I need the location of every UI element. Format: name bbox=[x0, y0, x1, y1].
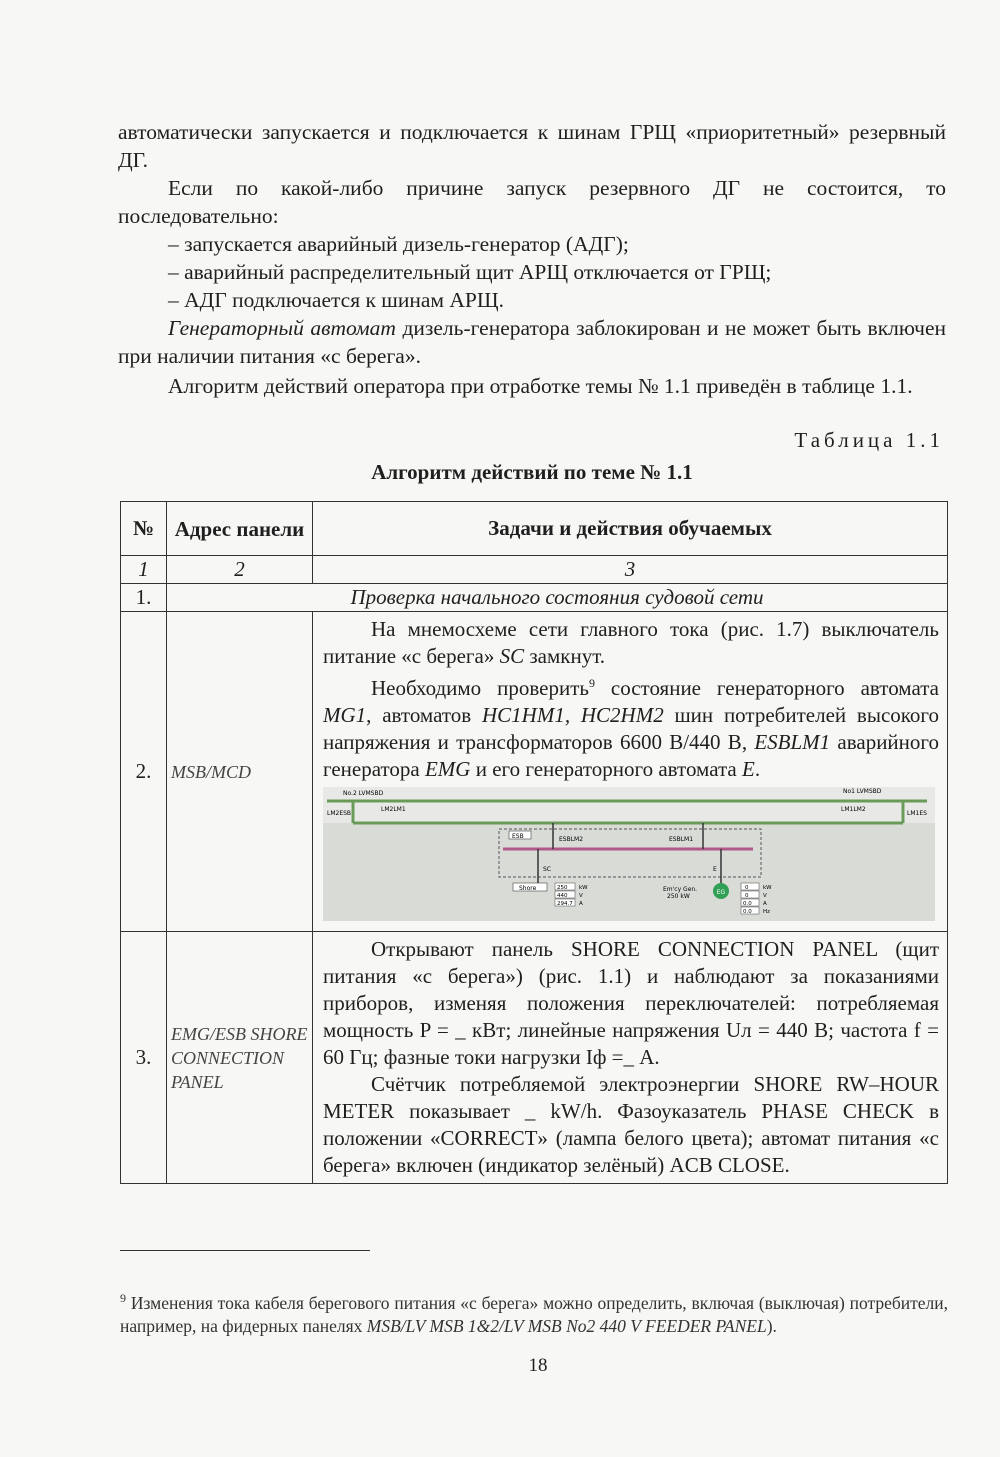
term-generator-breaker: Генераторный автомат bbox=[168, 316, 396, 340]
paragraph-2: Если по какой-либо причине запуск резервного ДГ не состоится, то последовательно: bbox=[118, 176, 946, 228]
meter-box bbox=[741, 883, 759, 890]
column-number-row bbox=[121, 556, 948, 584]
mimic-diagram bbox=[323, 787, 935, 921]
text: Необходимо проверить bbox=[371, 676, 589, 700]
meter-value: 0 bbox=[745, 893, 749, 899]
text: , автоматов bbox=[366, 703, 482, 727]
page-number: 18 bbox=[528, 1355, 548, 1376]
meter-unit: A bbox=[763, 901, 767, 907]
label-no2: No.2 LVMSBD bbox=[343, 790, 384, 797]
footnote-text: Изменения тока кабеля берегового питания «с берега» можно определить, включая (выключая) потребители, например, на фидерных панелях bbox=[120, 1292, 948, 1336]
task-paragraph bbox=[323, 670, 939, 783]
meter-value: 0.0 bbox=[743, 901, 752, 907]
term: HC1HM1, HC2HM2 bbox=[481, 703, 664, 727]
label-emcy-kw: 250 kW bbox=[667, 893, 690, 900]
row-tasks bbox=[313, 612, 948, 932]
text: замкнут. bbox=[524, 644, 606, 668]
task-paragraph: Счётчик потребляемой электроэнергии SHORE RW–HOUR METER показывает _ kW/h. Фазоуказатель PHASE CHECK в положении «CORRECT» (лампа белого цвета); автомат питания «с берега» включен (индикатор зелёный) ACB CLOSE. bbox=[323, 1072, 939, 1177]
label-lm2esb: LM2ESB bbox=[327, 810, 352, 817]
label-emcy: Em'cy Gen. bbox=[663, 886, 698, 893]
table-row bbox=[121, 612, 948, 932]
meter-value: 440 bbox=[557, 893, 568, 899]
meter-unit: A bbox=[579, 901, 583, 907]
meter-box bbox=[741, 891, 759, 898]
meter-unit: Hz bbox=[763, 909, 771, 915]
text: На мнемосхеме сети главного тока (рис. 1.7) выключатель питание «с берега» bbox=[323, 617, 939, 668]
header-address: Адрес панели bbox=[167, 502, 313, 556]
list-item: – запускается аварийный дизель-генератор (АДГ); bbox=[168, 232, 629, 256]
footnote-text: ). bbox=[766, 1315, 777, 1336]
row-num: 1. bbox=[121, 584, 167, 612]
list-item: – аварийный распределительный щит АРЩ отключается от ГРЩ; bbox=[168, 260, 772, 284]
footnote-term: MSB/LV MSB 1&2/LV MSB No2 440 V FEEDER PANEL bbox=[366, 1315, 767, 1336]
diagram-panel-band bbox=[323, 823, 935, 921]
label-sc: SC bbox=[543, 866, 551, 873]
footnote bbox=[120, 1287, 948, 1338]
label-esblm2: ESBLM2 bbox=[559, 836, 584, 843]
label-eg: EG bbox=[716, 889, 726, 896]
list-item: – АДГ подключается к шинам АРЩ. bbox=[168, 288, 504, 312]
footnote-ref[interactable]: 9 bbox=[588, 676, 595, 690]
text: и его генераторного автомата bbox=[470, 757, 742, 781]
col-number: 1 bbox=[121, 556, 167, 584]
label-e: E bbox=[713, 866, 717, 873]
label-no1: No1 LVMSBD bbox=[843, 788, 882, 795]
paragraph-4: Алгоритм действий оператора при отработке темы № 1.1 приведён в таблице 1.1. bbox=[168, 374, 913, 398]
term: MG1 bbox=[323, 703, 367, 727]
footnote-divider bbox=[120, 1250, 370, 1251]
text: состояние генераторного автомата bbox=[594, 676, 939, 700]
label-shore: Shore bbox=[519, 885, 537, 892]
task-paragraph bbox=[323, 616, 939, 670]
header-tasks: Задачи и действия обучаемых bbox=[313, 502, 948, 556]
table-title: Алгоритм действий по теме № 1.1 bbox=[371, 460, 693, 484]
algorithm-table bbox=[120, 501, 948, 1184]
label-lm2lm1: LM2LM1 bbox=[381, 806, 406, 813]
table-label: Таблица 1.1 bbox=[794, 428, 944, 452]
paragraph-3-text: дизель-генератора заблокирован и не может быть включен при наличии питания «с берега». bbox=[118, 316, 946, 368]
term: E bbox=[741, 757, 755, 781]
col-number: 3 bbox=[313, 556, 948, 584]
table-row bbox=[121, 584, 948, 612]
body-text bbox=[118, 118, 946, 402]
paragraph-1: автоматически запускается и подключается к шинам ГРЩ «приоритетный» резервный ДГ. bbox=[118, 120, 946, 172]
table-header-row bbox=[121, 502, 948, 556]
meter-unit: kW bbox=[579, 885, 588, 891]
meter-unit: V bbox=[579, 893, 583, 899]
row-address: EMG/ESB SHORE CONNECTION PANEL bbox=[167, 932, 313, 1184]
footnote-mark: 9 bbox=[120, 1291, 126, 1305]
meter-value: 294.7 bbox=[557, 901, 573, 907]
header-num: № bbox=[121, 502, 167, 556]
row-tasks bbox=[313, 932, 948, 1184]
label-esb: ESB bbox=[512, 833, 524, 840]
paragraph-3 bbox=[118, 314, 946, 370]
row-num: 2. bbox=[121, 612, 167, 932]
text: . bbox=[754, 757, 761, 781]
meter-unit: V bbox=[763, 893, 767, 899]
meter-value: 250 bbox=[557, 885, 568, 891]
term: EMG bbox=[424, 757, 471, 781]
task-paragraph: Открывают панель SHORE CONNECTION PANEL (щит питания «с берега») (рис. 1.1) и наблюдают за показаниями приборов, изменяя положения переключателей: потребляемая мощность P = _ кВт; линейные напряжения Uл = 440 В; частота f = 60 Гц; фазные токи нагрузки Iф =_ А. bbox=[323, 937, 939, 1069]
row-num: 3. bbox=[121, 932, 167, 1184]
meter-value: 0.0 bbox=[743, 909, 752, 915]
meter-value: 0 bbox=[745, 885, 749, 891]
label-esblm1: ESBLM1 bbox=[669, 836, 694, 843]
label-lm1lm2: LM1LM2 bbox=[841, 806, 866, 813]
meter-unit: kW bbox=[763, 885, 772, 891]
text: шин потребителей высокого напряжения и трансформаторов 6600 В/440 В, bbox=[323, 703, 939, 754]
term: SC bbox=[499, 644, 525, 668]
term: ESBLM1 bbox=[754, 730, 831, 754]
row-address: MSB/MCD bbox=[167, 612, 313, 932]
label-lm1e: LM1ES bbox=[907, 810, 927, 817]
row-section-title: Проверка начального состояния судовой сети bbox=[167, 584, 948, 612]
col-number: 2 bbox=[167, 556, 313, 584]
table-row bbox=[121, 932, 948, 1184]
text: аварийного генератора bbox=[323, 730, 939, 781]
